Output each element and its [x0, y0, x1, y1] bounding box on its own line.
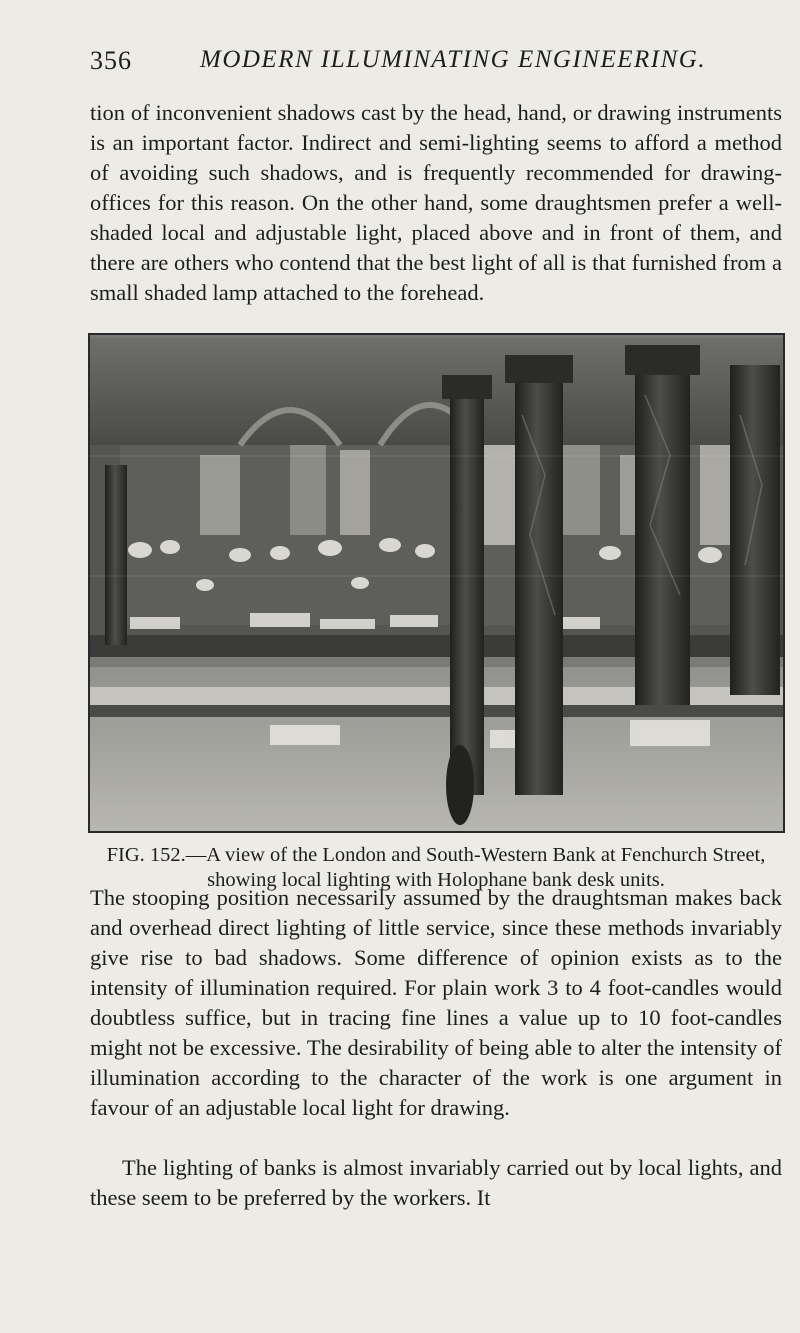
figure-caption: FIG. 152.—A view of the London and South-Western Bank at Fenchurch Street, showing local lighting with Holophane bank desk units.: [106, 844, 766, 891]
paragraph-3: The lighting of banks is almost invariably carried out by local lights, and these seem to be preferred by the workers. It: [90, 1155, 782, 1210]
bank-interior-photograph: [88, 333, 785, 833]
page-number: 356: [90, 46, 132, 75]
paragraph-2: The stooping position necessarily assumed by the draughtsman makes back and overhead direct lighting of little service, since these methods invariably give rise to bad shadows. Some difference of opinion exists as to the intensity of illumination required. For plain work 3 to 4 foot-candles would doubtless suffice, but in tracing fine lines a value up to 10 foot-candles might not be excessive. The desirability of being able to alter the intensity of illumination according to the character of the work is one argument in favour of an adjustable local light for drawing.: [90, 885, 782, 1120]
running-head: [90, 46, 780, 86]
running-title: MODERN ILLUMINATING ENGINEERING.: [200, 46, 707, 73]
paragraph-1: tion of inconvenient shadows cast by the head, hand, or drawing instruments is an important factor. Indirect and semi-lighting seems to afford a method of avoiding such shadows, and is frequently recommended for drawing-offices for this reason. On the other hand, some draughtsmen prefer a well-shaded local and adjustable light, placed above and in front of them, and there are others who contend that the best light of all is that furnished from a small shaded lamp attached to the forehead.: [90, 100, 782, 305]
